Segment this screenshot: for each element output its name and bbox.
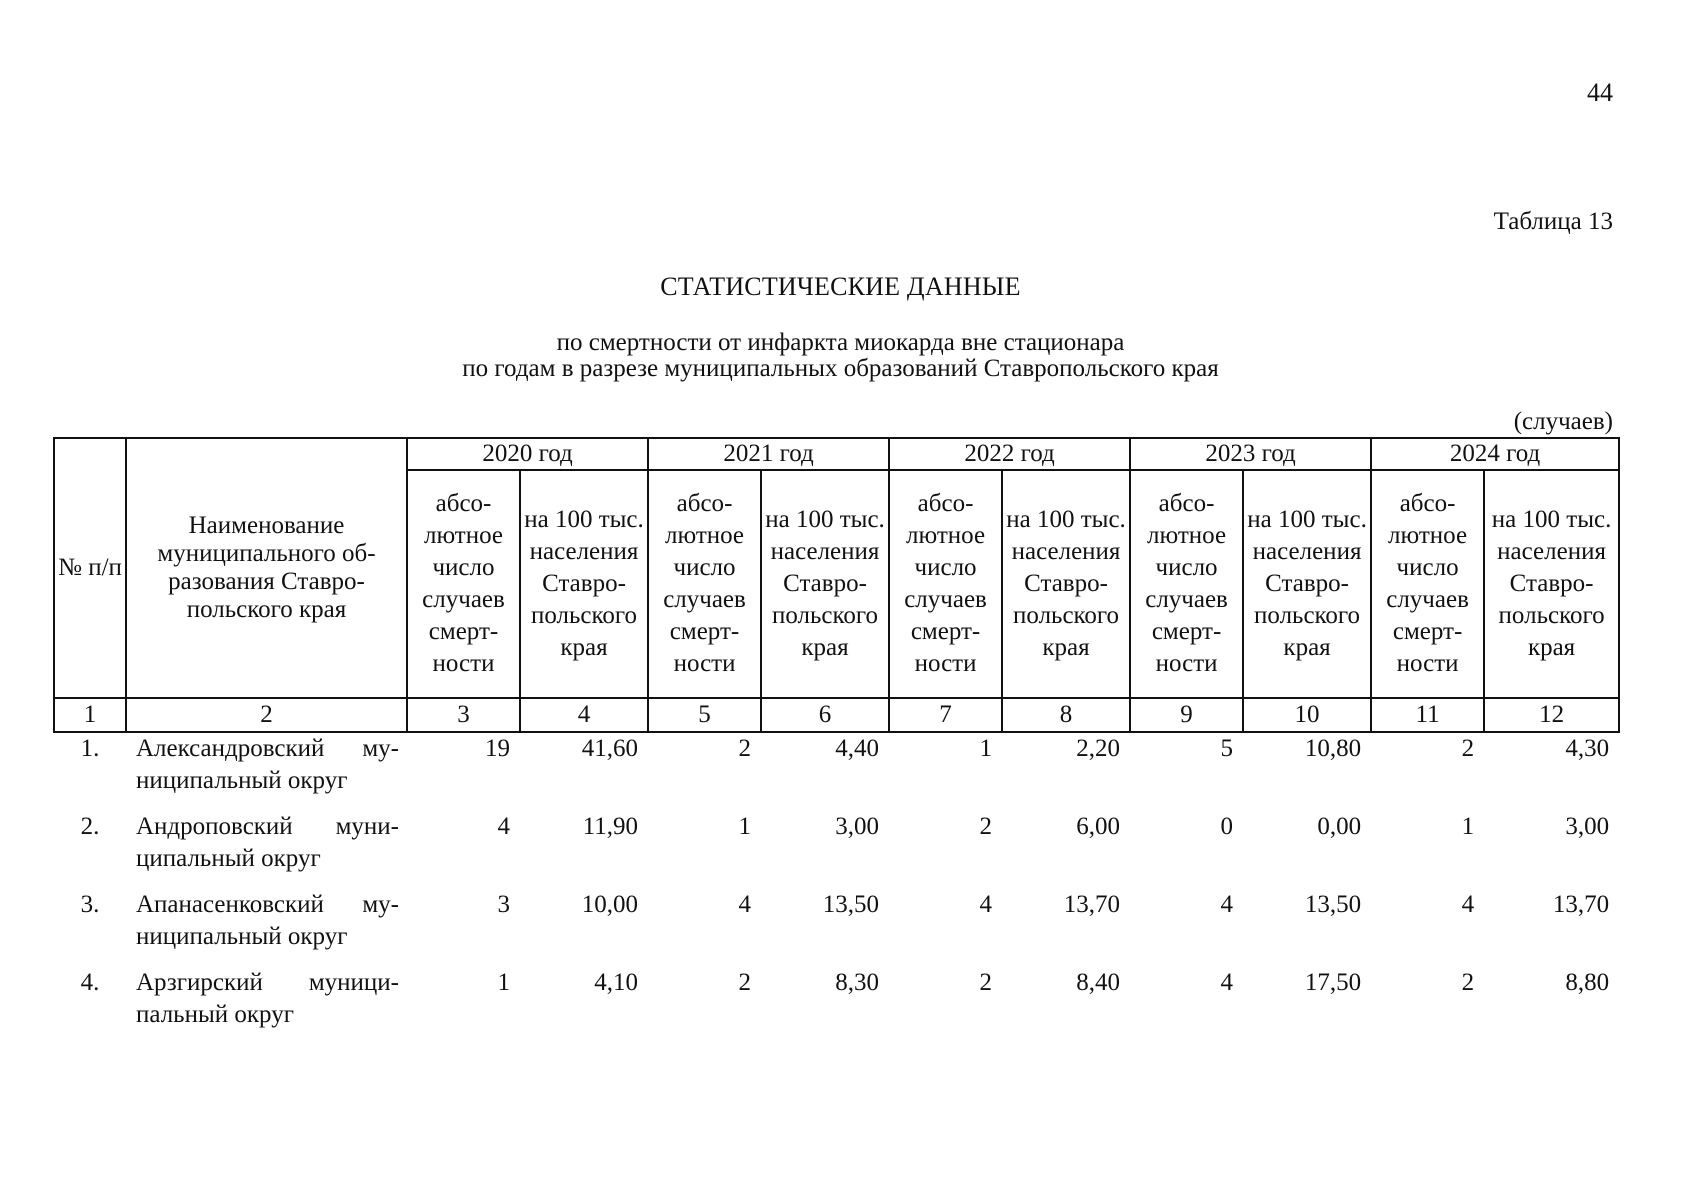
table-label: Таблица 13 — [1493, 208, 1613, 235]
value-abs: 2 — [979, 969, 993, 996]
header-year: 2020 год — [407, 438, 648, 470]
header-abs: абсолютное число случаев смертности — [889, 470, 1002, 698]
value-per100k: 13,70 — [1552, 891, 1610, 918]
header-row-column-numbers — [54, 698, 1619, 732]
value-abs: 4 — [1220, 891, 1234, 918]
value-abs: 2 — [979, 813, 993, 840]
value-abs: 2 — [1461, 735, 1475, 762]
column-number: 5 — [648, 698, 761, 732]
page-number: 44 — [1587, 78, 1613, 107]
header-per100k: на 100 тыс. населения Ставропольского края — [761, 470, 889, 698]
value-per100k: 10,80 — [1304, 735, 1362, 762]
table-row — [54, 967, 1619, 1045]
value-abs: 4 — [497, 813, 510, 840]
value-abs: 1 — [1461, 813, 1475, 840]
value-abs: 2 — [738, 969, 752, 996]
header-year: 2024 год — [1371, 438, 1619, 470]
value-abs: 5 — [1220, 735, 1234, 762]
value-abs: 3 — [497, 891, 510, 918]
value-abs: 4 — [1461, 891, 1475, 918]
value-per100k: 6,00 — [1076, 813, 1121, 840]
value-per100k: 2,20 — [1076, 735, 1121, 762]
units-label: (случаев) — [1513, 408, 1613, 435]
table-row — [54, 732, 1619, 811]
column-number: 8 — [1002, 698, 1130, 732]
value-per100k: 10,00 — [581, 891, 639, 918]
header-name: Наименование муниципального образования Ставропольского края — [126, 438, 407, 698]
column-number: 9 — [1130, 698, 1243, 732]
value-per100k: 8,40 — [1076, 969, 1121, 996]
column-number: 6 — [761, 698, 889, 732]
document-subtitle — [0, 330, 1681, 382]
municipality-name: Апанасенковский муниципальный округ — [136, 891, 399, 950]
value-abs: 1 — [979, 735, 993, 762]
value-abs: 19 — [485, 735, 510, 762]
value-per100k: 0,00 — [1317, 813, 1362, 840]
value-abs: 2 — [738, 735, 752, 762]
document-title: СТАТИСТИЧЕСКИЕ ДАННЫЕ — [660, 272, 1021, 301]
municipality-name: Александровский муниципальный округ — [136, 735, 399, 794]
subtitle-line-2: по годам в разрезе муниципальных образований Ставропольского края — [462, 355, 1219, 382]
statistics-table — [53, 437, 1620, 1045]
municipality-name: Андроповский муниципальный округ — [136, 813, 399, 872]
row-index: 1. — [80, 735, 100, 762]
header-abs: абсолютное число случаев смертности — [648, 470, 761, 698]
value-abs: 0 — [1220, 813, 1234, 840]
column-number: 11 — [1371, 698, 1484, 732]
subtitle-line-1: по смертности от инфаркта миокарда вне стационара — [556, 329, 1125, 356]
value-per100k: 17,50 — [1304, 969, 1362, 996]
value-per100k: 13,70 — [1063, 891, 1121, 918]
value-per100k: 3,00 — [1565, 813, 1610, 840]
value-abs: 4 — [1220, 969, 1234, 996]
column-number: 4 — [520, 698, 648, 732]
header-year: 2021 год — [648, 438, 889, 470]
header-per100k: на 100 тыс. населения Ставропольского края — [1484, 470, 1619, 698]
value-per100k: 8,30 — [835, 969, 880, 996]
header-num: № п/п — [54, 438, 126, 698]
column-number: 12 — [1484, 698, 1619, 732]
header-per100k: на 100 тыс. населения Ставропольского края — [1002, 470, 1130, 698]
column-number: 7 — [889, 698, 1002, 732]
value-abs: 4 — [979, 891, 993, 918]
value-abs: 1 — [738, 813, 752, 840]
value-per100k: 41,60 — [581, 735, 639, 762]
value-per100k: 3,00 — [835, 813, 880, 840]
column-number: 10 — [1243, 698, 1371, 732]
value-per100k: 4,10 — [594, 969, 639, 996]
row-index: 2. — [80, 813, 100, 840]
value-per100k: 11,90 — [582, 813, 639, 840]
header-per100k: на 100 тыс. населения Ставропольского края — [1243, 470, 1371, 698]
header-abs: абсолютное число случаев смертности — [1130, 470, 1243, 698]
table-row — [54, 889, 1619, 967]
header-row-years — [54, 438, 1619, 470]
value-abs: 2 — [1461, 969, 1475, 996]
municipality-name: Арзгирский муниципальный округ — [136, 969, 399, 1028]
value-per100k: 4,30 — [1565, 735, 1610, 762]
value-per100k: 13,50 — [1304, 891, 1362, 918]
column-number: 3 — [407, 698, 520, 732]
row-index: 3. — [80, 891, 100, 918]
header-abs: абсолютное число случаев смертности — [1371, 470, 1484, 698]
header-abs: абсолютное число случаев смертности — [407, 470, 520, 698]
value-per100k: 13,50 — [822, 891, 880, 918]
table-row — [54, 811, 1619, 889]
value-per100k: 8,80 — [1565, 969, 1610, 996]
value-per100k: 4,40 — [835, 735, 880, 762]
header-per100k: на 100 тыс. населения Ставропольского края — [520, 470, 648, 698]
header-year: 2022 год — [889, 438, 1130, 470]
column-number: 1 — [54, 698, 126, 732]
value-abs: 4 — [738, 891, 752, 918]
header-year: 2023 год — [1130, 438, 1371, 470]
column-number: 2 — [126, 698, 407, 732]
row-index: 4. — [80, 969, 100, 996]
value-abs: 1 — [497, 969, 510, 996]
